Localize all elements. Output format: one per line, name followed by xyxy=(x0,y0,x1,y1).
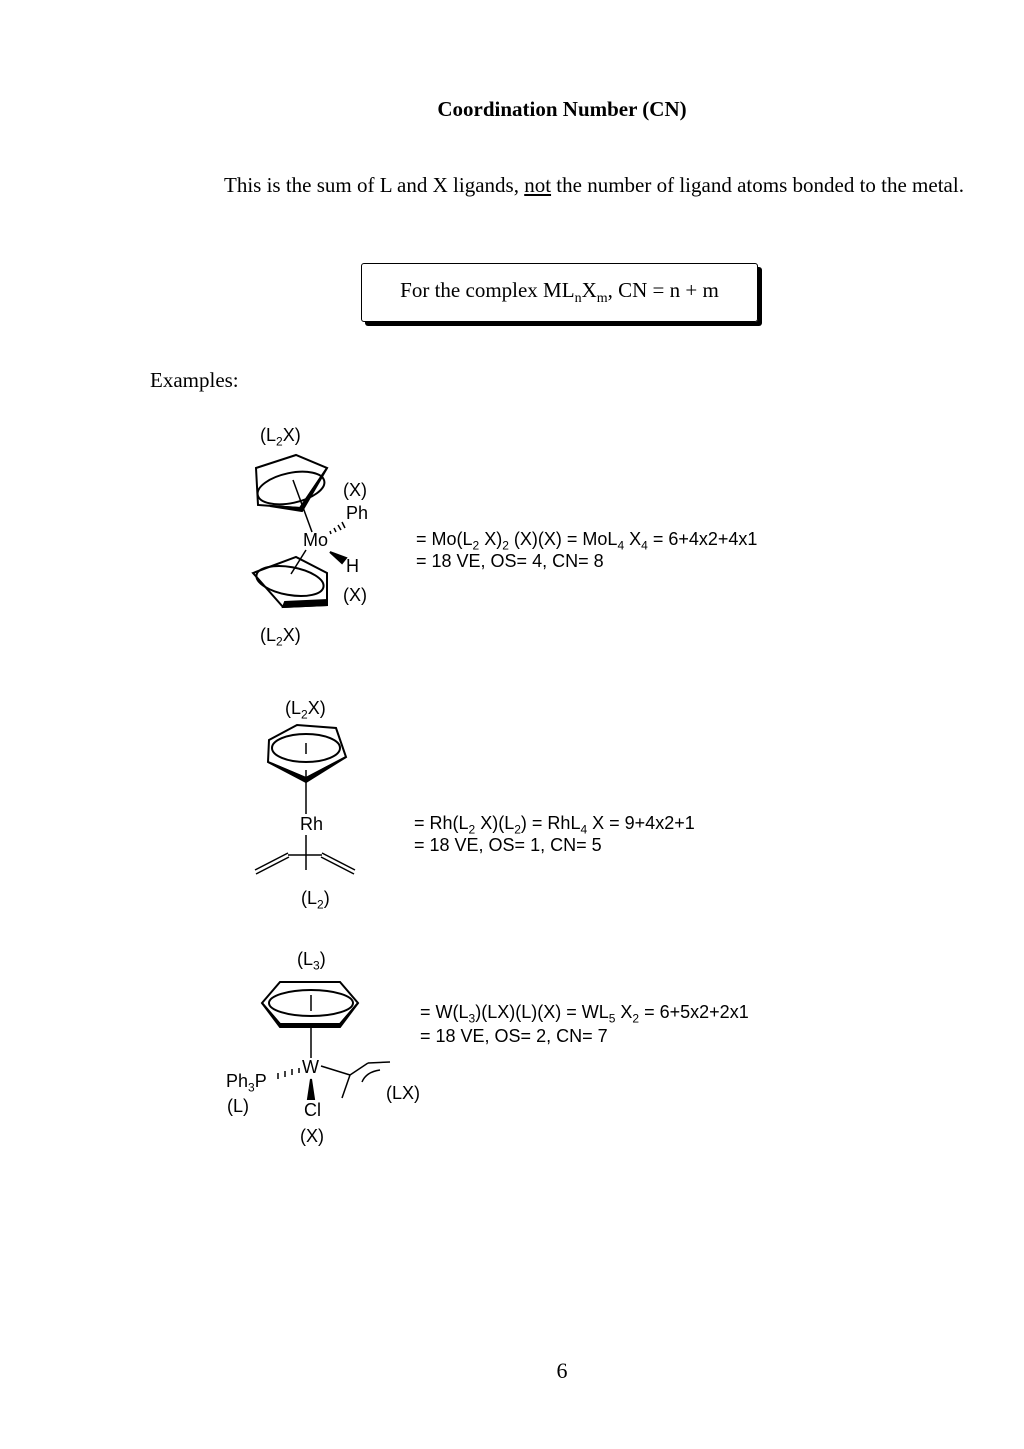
mo-ph-label: Ph xyxy=(346,503,369,523)
mo-structure xyxy=(253,455,346,607)
mo-bottom-cp-wedge xyxy=(283,600,327,607)
w-top-ligand-label: $(L_3)$ xyxy=(297,949,326,973)
mo-top-ligand-label: $(L_2X)$ xyxy=(260,425,301,449)
formula-text: For the complex $ML_nX_m$, CN = n + m xyxy=(400,277,719,307)
w-allyl xyxy=(321,1062,390,1098)
w-pph3-type-label: (L) xyxy=(227,1096,249,1116)
rh-equation-line2: = 18 VE, OS= 1, CN= 5 xyxy=(414,835,602,855)
w-pph3-label: $Ph_3P$ xyxy=(226,1071,267,1095)
w-pph3-hashed-bond xyxy=(278,1068,299,1079)
rh-top-ligand-label: $(L_2X)$ xyxy=(285,698,326,722)
rh-equation-line1: = $Rh(L_2$ $X)(L_2) = RhL_4$ X = 9+4x2+1 xyxy=(414,813,695,837)
mo-metal-label: Mo xyxy=(303,530,329,550)
mo-equation-line1: = $Mo(L_2$ $X)_2$ (X)(X) = MoL$_4$ $X_4 = 6+4x2+4x1$ xyxy=(416,529,758,553)
rh-cp-wedge xyxy=(268,757,346,782)
w-equation-line2: = 18 VE, OS= 2, CN= 7 xyxy=(420,1026,608,1046)
page-number: 6 xyxy=(556,1358,568,1383)
rh-diene xyxy=(255,853,355,874)
mo-h-wedge-bond xyxy=(330,552,346,563)
w-cl-wedge-bond xyxy=(308,1079,314,1099)
rh-structure xyxy=(255,725,355,874)
mo-h-label: H xyxy=(346,556,359,576)
mo-ph-hashed-bond xyxy=(330,522,345,534)
w-cl-type-label: (X) xyxy=(300,1126,324,1146)
intro-text-after: the number of ligand atoms bonded to the metal. xyxy=(551,173,964,197)
rh-cp-ring xyxy=(268,725,346,778)
mo-bottom-cp-ring xyxy=(253,557,327,607)
w-allyl-type-label: (LX) xyxy=(386,1083,421,1103)
rh-bottom-ligand-label: $(L_2)$ xyxy=(301,888,330,912)
mo-ph-type-label: (X) xyxy=(343,480,367,500)
w-metal-label: W xyxy=(302,1057,319,1077)
w-equation-line1: = $W(L_3)(LX)(L)(X) = WL_5$ $X_2 = 6+5x2+2x1$ xyxy=(420,1002,749,1026)
examples-label: Examples: xyxy=(150,368,239,392)
mo-bottom-ligand-label: $(L_2X)$ xyxy=(260,625,301,649)
mo-top-cp-bond xyxy=(293,480,312,532)
w-arene-ring xyxy=(262,982,358,1024)
intro-text-before: This is the sum of L and X ligands, xyxy=(224,173,525,197)
mo-h-type-label: (X) xyxy=(343,585,367,605)
w-structure xyxy=(262,982,390,1099)
intro-underlined-word: not xyxy=(524,173,552,197)
mo-equation-line2: = 18 VE, OS= 4, CN= 8 xyxy=(416,551,604,571)
w-cl-label: Cl xyxy=(304,1100,321,1120)
rh-metal-label: Rh xyxy=(300,814,324,834)
page-title: Coordination Number (CN) xyxy=(437,97,687,121)
